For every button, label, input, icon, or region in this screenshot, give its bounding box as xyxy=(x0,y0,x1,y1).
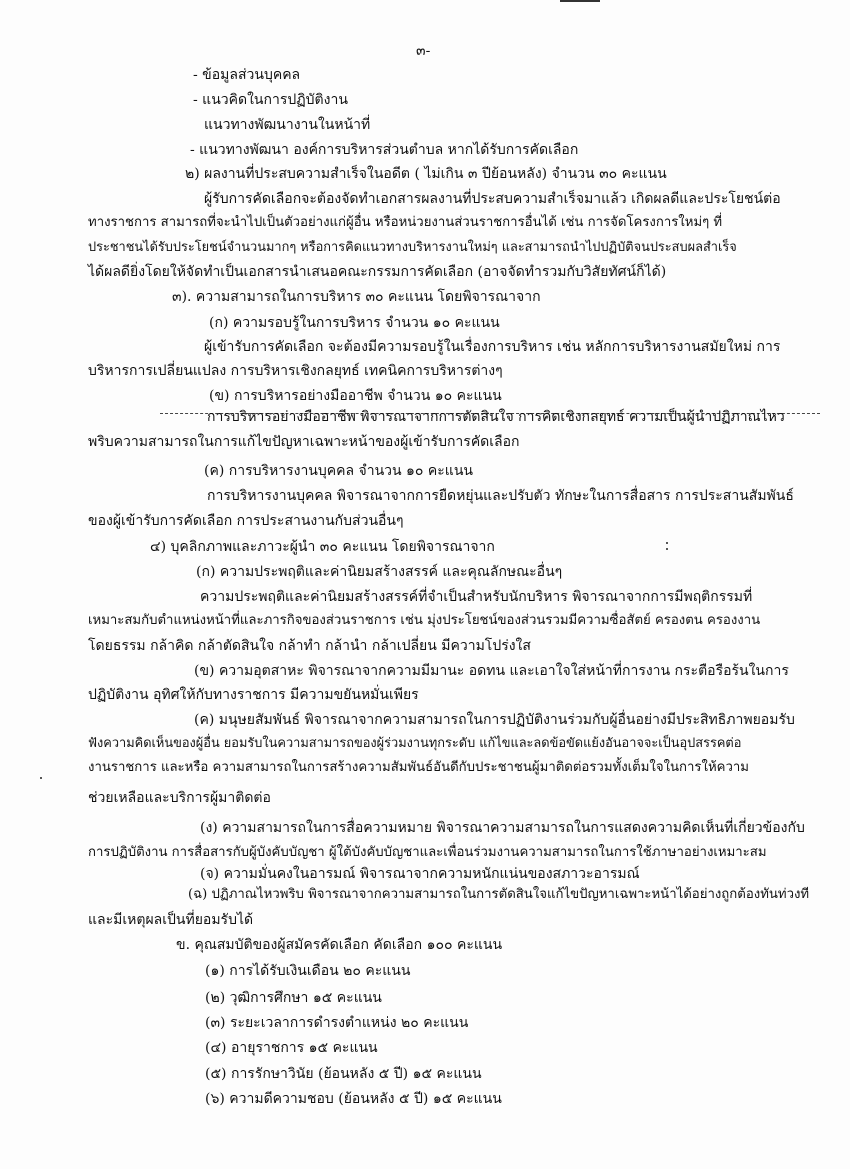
page-number: ๓- xyxy=(416,43,431,59)
text-line: ปฏิบัติงาน อุทิศให้กับทางราชการ มีความขยันหมั่นเพียร xyxy=(88,687,419,703)
text-line: ของผู้เข้ารับการคัดเลือก การประสานงานกับส่วนอื่นๆ xyxy=(88,513,404,529)
text-line: (๖) ความดีความชอบ (ย้อนหลัง ๕ ปี) ๑๕ คะแนน xyxy=(205,1091,502,1107)
text-line: (ก) ความรอบรู้ในการบริหาร จำนวน ๑๐ คะแนน xyxy=(209,315,500,331)
text-line: ฟังความคิดเห็นของผู้อื่น ยอมรับในความสามารถของผู้ร่วมงานทุกระดับ แก้ไขและลดข้อขัดแย้งอันอาจจะเป็นอุปสรรคต่อ xyxy=(88,736,742,751)
text-line: ๔) บุคลิกภาพและภาวะผู้นำ ๓๐ คะแนน โดยพิจารณาจาก xyxy=(150,539,495,555)
text-line: การบริหารงานบุคคล พิจารณาจากการยืดหยุ่นและปรับตัว ทักษะในการสื่อสาร การประสานสัมพันธ์ xyxy=(207,488,794,504)
text-line: (ง) ความสามารถในการสื่อความหมาย พิจารณาความสามารถในการแสดงความคิดเห็นที่เกี่ยวข้องกับ xyxy=(200,820,805,836)
scan-speck xyxy=(40,777,42,779)
text-line: - ข้อมูลส่วนบุคคล xyxy=(193,67,301,83)
text-line: (๑) การได้รับเงินเดือน ๒๐ คะแนน xyxy=(205,963,411,979)
text-line: ๓). ความสามารถในการบริหาร ๓๐ คะแนน โดยพิจารณาจาก xyxy=(172,289,541,305)
text-line: (ค) การบริหารงานบุคคล จำนวน ๑๐ คะแนน xyxy=(204,463,473,479)
scan-speck xyxy=(666,542,668,544)
text-line: และมีเหตุผลเป็นที่ยอมรับได้ xyxy=(88,912,254,928)
text-line: เหมาะสมกับตำแหน่งหน้าที่และภารกิจของส่วนราชการ เช่น มุ่งประโยชน์ของส่วนรวมมีความซื่อสัตย์ ครองตน ครองงาน xyxy=(88,613,761,628)
text-line: การบริหารอย่างมืออาชีพ พิจารณาจากการตัดสินใจ การคิดเชิงกลยุทธ์ ความเป็นผู้นำปฏิภาณไหว xyxy=(207,409,785,425)
text-line: (๕) การรักษาวินัย (ย้อนหลัง ๕ ปี) ๑๕ คะแนน xyxy=(205,1066,482,1082)
text-line: (ฉ) ปฏิภาณไหวพริบ พิจารณาจากความสามารถในการตัดสินใจแก้ไขปัญหาเฉพาะหน้าได้อย่างถูกต้องทันท่วงที xyxy=(188,887,810,902)
text-line: (จ) ความมั่นคงในอารมณ์ พิจารณาจากความหนักแน่นของสภาวะอารมณ์ xyxy=(200,866,640,882)
text-line: โดยธรรม กล้าคิด กล้าตัดสินใจ กล้าทำ กล้านำ กล้าเปลี่ยน มีความโปร่งใส xyxy=(88,638,531,654)
text-line: ได้ผลดียิ่งโดยให้จัดทำเป็นเอกสารนำเสนอคณะกรรมการคัดเลือก (อาจจัดทำรวมกับวิสัยทัศน์ก็ได้) xyxy=(88,264,667,280)
text-line: บริหารการเปลี่ยนแปลง การบริหารเชิงกลยุทธ์ เทคนิคการบริหารต่างๆ xyxy=(88,363,503,379)
text-line: แนวทางพัฒนางานในหน้าที่ xyxy=(204,117,371,133)
text-line: ความประพฤติและค่านิยมสร้างสรรค์ที่จำเป็นสำหรับนักบริหาร พิจารณาจากการมีพฤติกรรมที่ xyxy=(200,589,753,605)
text-line: พริบความสามารถในการแก้ไขปัญหาเฉพาะหน้าของผู้เข้ารับการคัดเลือก xyxy=(88,434,520,450)
text-line: (ค) มนุษยสัมพันธ์ พิจารณาจากความสามารถในการปฏิบัติงานร่วมกับผู้อื่นอย่างมีประสิทธิภาพยอมรับ xyxy=(194,712,795,728)
text-line: ข. คุณสมบัติของผู้สมัครคัดเลือก คัดเลือก ๑๐๐ คะแนน xyxy=(176,937,503,953)
text-line: ทางราชการ สามารถที่จะนำไปเป็นตัวอย่างแก่ผู้อื่น หรือหน่วยงานส่วนราชการอื่นได้ เช่น การจัดโครงการใหม่ๆ ที่ xyxy=(88,215,723,230)
text-line: ช่วยเหลือและบริการผู้มาติดต่อ xyxy=(88,790,271,806)
text-line: งานราชการ และหรือ ความสามารถในการสร้างความสัมพันธ์อันดีกับประชาชนผู้มาติดต่อรวมทั้งเต็มใจในการให้ความ xyxy=(88,760,749,775)
text-line: การปฏิบัติงาน การสื่อสารกับผู้บังคับบัญชา ผู้ใต้บังคับบัญชาและเพื่อนร่วมงานความสามารถในการใช้ภาษาอย่างเหมาะสม xyxy=(88,845,767,860)
scan-mark xyxy=(560,0,600,2)
text-line: (ก) ความประพฤติและค่านิยมสร้างสรรค์ และคุณลักษณะอื่นๆ xyxy=(196,564,563,580)
scan-speck xyxy=(666,548,668,550)
text-line: (๔) อายุราชการ ๑๕ คะแนน xyxy=(205,1040,378,1056)
text-line: ประชาชนได้รับประโยชน์จำนวนมากๆ หรือการคิดแนวทางบริหารงานใหม่ๆ และสามารถนำไปปฏิบัติจนประสบผลสำเร็จ xyxy=(88,240,737,255)
text-line: (๓) ระยะเวลาการดำรงตำแหน่ง ๒๐ คะแนน xyxy=(205,1015,469,1031)
text-line: ๒) ผลงานที่ประสบความสำเร็จในอดีต ( ไม่เกิน ๓ ปีย้อนหลัง) จำนวน ๓๐ คะแนน xyxy=(185,166,667,182)
text-line: (ข) ความอุตสาหะ พิจารณาจากความมีมานะ อดทน และเอาใจใส่หน้าที่การงาน กระตือรือร้นในการ xyxy=(194,663,789,679)
text-line: - แนวทางพัฒนา องค์การบริหารส่วนตำบล หากได้รับการคัดเลือก xyxy=(190,142,579,158)
text-line: ผู้รับการคัดเลือกจะต้องจัดทำเอกสารผลงานที่ประสบความสำเร็จมาแล้ว เกิดผลดีและประโยชน์ต่อ xyxy=(204,191,781,207)
text-line: (ข) การบริหารอย่างมืออาชีพ จำนวน ๑๐ คะแนน xyxy=(209,388,502,404)
text-line: ผู้เข้ารับการคัดเลือก จะต้องมีความรอบรู้ในเรื่องการบริหาร เช่น หลักการบริหารงานสมัยใหม่ การ xyxy=(204,339,781,355)
text-line: (๒) วุฒิการศึกษา ๑๕ คะแนน xyxy=(205,990,382,1006)
text-line: - แนวคิดในการปฏิบัติงาน xyxy=(193,92,348,108)
